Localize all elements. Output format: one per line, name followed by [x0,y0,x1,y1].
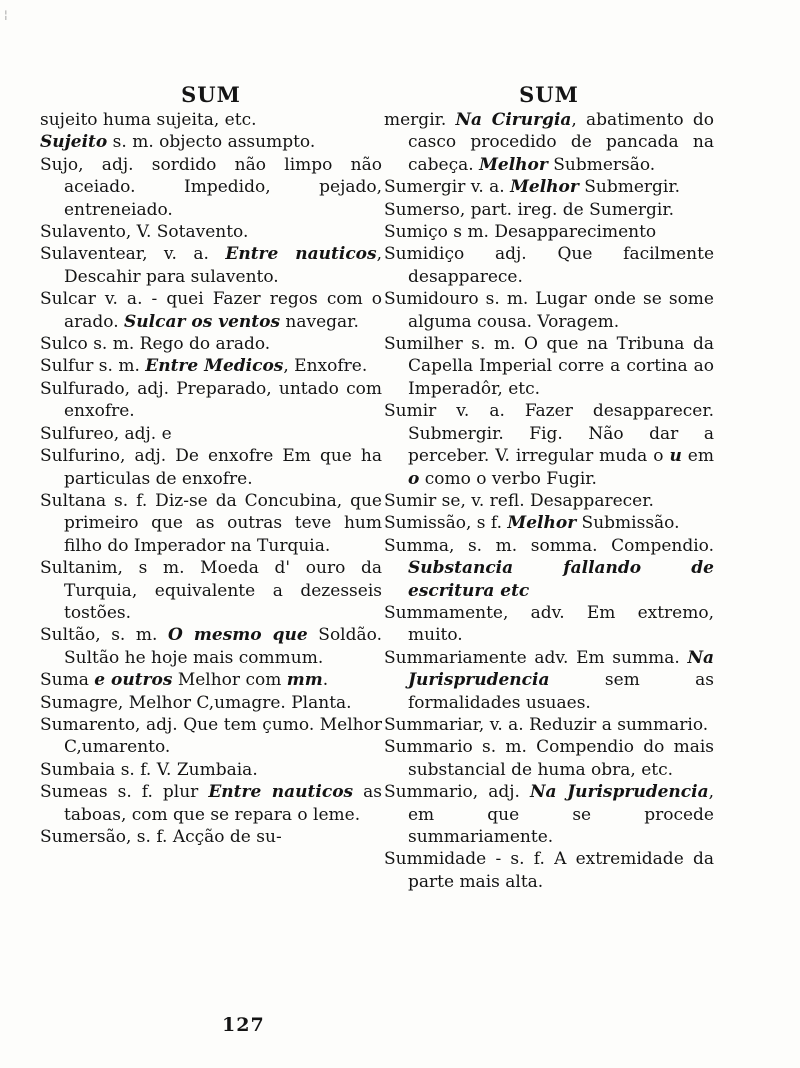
dictionary-entry: Sujo, adj. sordido não limpo não aceiado. Impedido, pejado, entreneiado. [40,154,382,220]
dictionary-entry: Sulfur s. m. Entre Medicos, Enxofre. [40,356,368,377]
dictionary-entry: Summariar, v. a. Reduzir a summario. [384,714,709,735]
dictionary-entry: Sulfureo, adj. e [40,423,172,444]
dictionary-entry: Summamente, adv. Em extremo, muito. [384,602,714,646]
dictionary-entry: Sumiço s m. Desapparecimento [384,222,657,243]
dictionary-entry: Sumeas s. f. plur Entre nauticos as taboas, com que se repara o leme. [40,782,383,825]
dictionary-entry: Summidade - s. f. A extremidade da parte mais alta. [384,849,714,892]
dictionary-entry: Sumir v. a. Fazer desapparecer. Submergir. Fig. Não dar a perceber. V. irregular muda o u em o como o verbo Fugir. [384,401,714,489]
dictionary-entry: Suma e outros Melhor com mm. [40,670,329,691]
dictionary-entry: Sumergir v. a. Melhor Submergir. [384,177,681,198]
dictionary-entry: Sumagre, Melhor C,umagre. Planta. [40,692,352,713]
dictionary-entry: Summario s. m. Compendio do mais substancial de huma obra, etc. [384,737,714,780]
dictionary-entry: Sumir se, v. refl. Desapparecer. [384,490,654,511]
dictionary-entry: Sulco s. m. Rego do arado. [40,334,271,355]
dictionary-entry: Sulcar v. a. - quei Fazer regos com o arado. Sulcar os ventos navegar. [40,289,382,332]
right-column [384,82,714,893]
right-entry-list [384,109,714,893]
dictionary-entry: Sumidiço adj. Que facilmente desapparece. [384,244,714,287]
dictionary-entry: Sumersão, s. f. Acção de su- [40,827,282,847]
dictionary-entry: Sultanim, s m. Moeda d' ouro da Turquia, equivalente a dezesseis tostões. [40,558,382,623]
corner-mark: ¦ [4,8,8,21]
dictionary-entry: Sulfurino, adj. De enxofre Em que ha particulas de enxofre. [40,446,382,489]
dictionary-entry: Sultana s. f. Diz-se da Concubina, que primeiro que as outras teve hum filho do Imperador na Turquia. [40,490,382,556]
right-running-header: SUM [519,82,579,107]
left-entry-list [40,109,382,848]
left-running-header: SUM [181,82,241,107]
dictionary-entry: Sumerso, part. ireg. de Sumergir. [384,199,674,220]
dictionary-entry: mergir. Na Cirurgia, abatimento do casco procedido de pancada na cabeça. Melhor Submersão. [384,110,714,175]
left-column [40,82,382,848]
dictionary-entry: Summa, s. m. somma. Compendio. Substancia fallando de escritura etc [384,535,714,601]
dictionary-entry: Summariamente adv. Em summa. Na Jurisprudencia sem as formalidades usuaes. [384,647,714,713]
dictionary-entry: Sumbaia s. f. V. Zumbaia. [40,759,258,780]
dictionary-entry: Sumarento, adj. Que tem çumo. Melhor C,umarento. [40,714,382,758]
dictionary-entry: Sujeito s. m. objecto assumpto. [40,132,316,153]
dictionary-entry: Sumissão, s f. Melhor Submissão. [384,513,680,534]
dictionary-entry: Sumidouro s. m. Lugar onde se some alguma cousa. Voragem. [384,289,714,332]
dictionary-entry: Sumilher s. m. O que na Tribuna da Capella Imperial corre a cortina ao Imperadôr, etc. [384,334,714,399]
dictionary-entry: Sulfurado, adj. Preparado, untado com enxofre. [40,378,382,422]
dictionary-entry: Sulaventear, v. a. Entre nauticos, Descahir para sulavento. [40,244,382,287]
dictionary-entry: Sultão, s. m. O mesmo que Soldão. Sultão he hoje mais commum. [40,625,382,668]
dictionary-entry: sujeito huma sujeita, etc. [40,110,257,130]
dictionary-entry: Summario, adj. Na Jurisprudencia, em que se procede summariamente. [384,782,714,847]
page-number: 127 [222,1014,265,1036]
dictionary-entry: Sulavento, V. Sotavento. [40,222,249,243]
